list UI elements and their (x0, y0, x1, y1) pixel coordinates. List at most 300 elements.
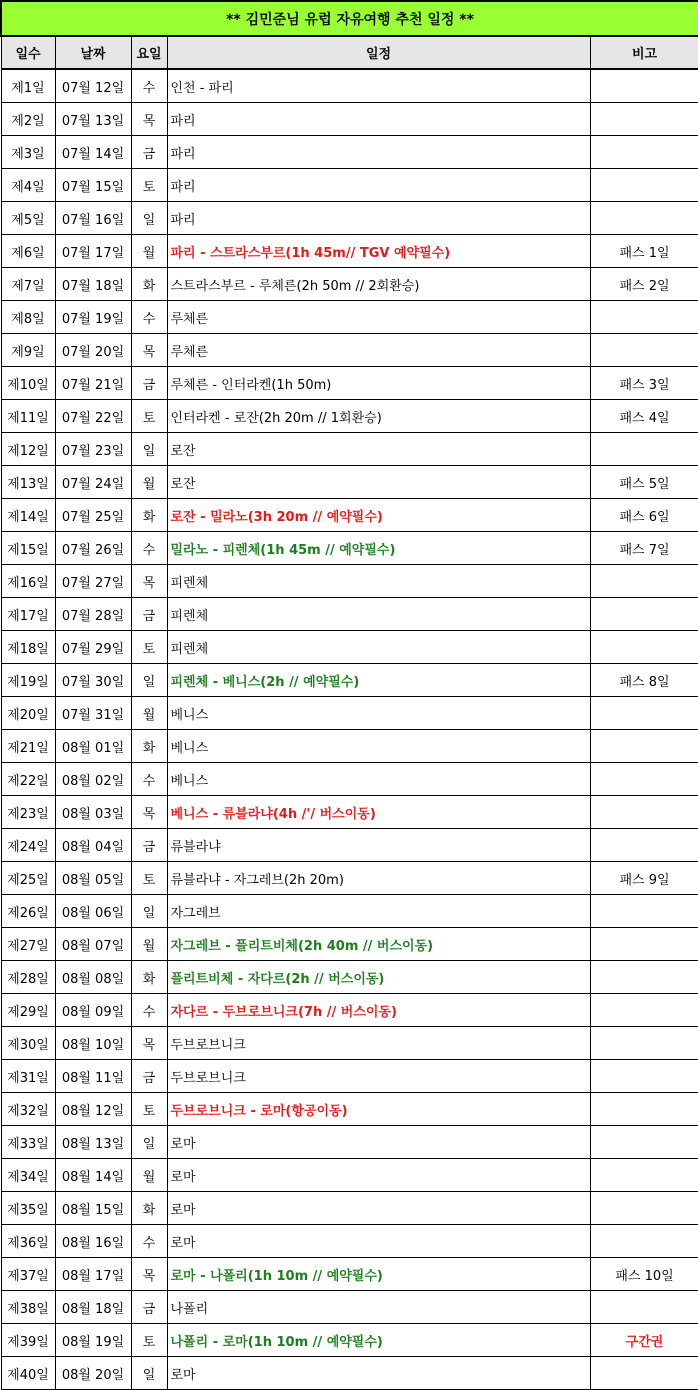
plan-cell-text: 파리 - 스트라스부르(1h 45m// TGV 예약필수) (170, 245, 451, 261)
date-cell (55, 763, 131, 796)
plan-cell-text: 류블라냐 (170, 839, 221, 855)
date-cell (55, 1126, 131, 1159)
note-cell (590, 895, 698, 928)
day-cell (1, 235, 55, 268)
weekday-cell-text: 토 (142, 641, 156, 657)
plan-cell (167, 730, 590, 763)
weekday-cell (131, 69, 167, 103)
day-cell-text: 제4일 (11, 179, 45, 195)
date-cell (55, 235, 131, 268)
date-cell-text: 07월 26일 (61, 542, 125, 558)
day-cell (1, 730, 55, 763)
date-cell (55, 400, 131, 433)
date-cell (55, 1060, 131, 1093)
table-row (1, 202, 698, 235)
weekday-cell-text: 금 (142, 1070, 156, 1086)
plan-cell (167, 1159, 590, 1192)
date-cell-text: 08월 08일 (61, 971, 125, 987)
day-cell-text: 제30일 (7, 1037, 49, 1053)
day-cell (1, 367, 55, 400)
note-cell (590, 202, 698, 235)
date-cell-text: 08월 02일 (61, 773, 125, 789)
day-cell (1, 400, 55, 433)
note-cell (590, 334, 698, 367)
weekday-cell-text: 수 (142, 80, 156, 96)
table-row (1, 235, 698, 268)
plan-cell-text: 피렌체 - 베니스(2h // 예약필수) (170, 674, 360, 690)
date-cell (55, 961, 131, 994)
plan-cell (167, 1258, 590, 1291)
date-cell-text: 08월 16일 (61, 1235, 125, 1251)
weekday-cell-text: 일 (142, 1367, 156, 1383)
plan-cell-text: 두브로브니크 - 로마(항공이동) (170, 1103, 348, 1119)
date-cell (55, 532, 131, 565)
plan-cell (167, 334, 590, 367)
date-cell-text: 07월 20일 (61, 344, 125, 360)
plan-cell (167, 961, 590, 994)
weekday-cell (131, 961, 167, 994)
date-cell-text: 07월 27일 (61, 575, 125, 591)
plan-cell (167, 862, 590, 895)
table-row (1, 169, 698, 202)
date-cell (55, 1027, 131, 1060)
plan-cell (167, 466, 590, 499)
day-cell (1, 1291, 55, 1324)
note-cell (590, 466, 698, 499)
plan-cell (167, 1027, 590, 1060)
date-cell (55, 466, 131, 499)
note-cell (590, 862, 698, 895)
weekday-cell-text: 토 (142, 872, 156, 888)
date-cell (55, 1258, 131, 1291)
note-cell (590, 1027, 698, 1060)
page-title: ** 김민준님 유럽 자유여행 추천 일정 ** (1, 1, 698, 36)
note-cell-text: 구간권 (625, 1334, 664, 1350)
note-cell (590, 1225, 698, 1258)
note-cell (590, 664, 698, 697)
note-cell-text: 패스 2일 (619, 278, 670, 294)
note-cell (590, 1060, 698, 1093)
day-cell (1, 268, 55, 301)
weekday-cell-text: 월 (142, 245, 156, 261)
note-cell (590, 499, 698, 532)
plan-cell-text: 피렌체 (170, 608, 209, 624)
day-cell-text: 제6일 (11, 245, 45, 261)
weekday-cell-text: 월 (142, 938, 156, 954)
note-cell (590, 1159, 698, 1192)
note-cell (590, 301, 698, 334)
weekday-cell-text: 토 (142, 1103, 156, 1119)
weekday-cell-text: 목 (142, 1268, 156, 1284)
note-cell-text: 패스 8일 (619, 674, 670, 690)
day-cell (1, 961, 55, 994)
day-cell-text: 제29일 (7, 1004, 49, 1020)
header-note: 비고 (590, 36, 698, 69)
weekday-cell (131, 466, 167, 499)
date-cell (55, 1324, 131, 1357)
date-cell (55, 796, 131, 829)
weekday-cell (131, 796, 167, 829)
weekday-cell (131, 1291, 167, 1324)
date-cell-text: 07월 14일 (61, 146, 125, 162)
day-cell (1, 598, 55, 631)
note-cell (590, 697, 698, 730)
weekday-cell-text: 화 (142, 278, 156, 294)
plan-cell (167, 69, 590, 103)
note-cell (590, 235, 698, 268)
weekday-cell-text: 목 (142, 1037, 156, 1053)
header-date: 날짜 (55, 36, 131, 69)
plan-cell-text: 두브로브니크 (170, 1070, 246, 1086)
plan-cell-text: 베니스 - 류블라냐(4h /'/ 버스이동) (170, 806, 376, 822)
plan-cell-text: 나폴리 (170, 1301, 209, 1317)
date-cell-text: 08월 01일 (61, 740, 125, 756)
day-cell-text: 제13일 (7, 476, 49, 492)
note-cell (590, 796, 698, 829)
plan-cell (167, 994, 590, 1027)
day-cell-text: 제38일 (7, 1301, 49, 1317)
table-row (1, 1192, 698, 1225)
note-cell-text: 패스 10일 (615, 1268, 674, 1284)
weekday-cell (131, 334, 167, 367)
date-cell-text: 08월 06일 (61, 905, 125, 921)
weekday-cell (131, 532, 167, 565)
weekday-cell (131, 664, 167, 697)
plan-cell-text: 밀라노 - 피렌체(1h 45m // 예약필수) (170, 542, 396, 558)
plan-cell-text: 로잔 (170, 443, 196, 459)
itinerary-body (1, 69, 698, 1390)
plan-cell-text: 스트라스부르 - 루체른(2h 50m // 2회환승) (170, 278, 420, 294)
plan-cell (167, 1126, 590, 1159)
table-row (1, 994, 698, 1027)
date-cell-text: 08월 15일 (61, 1202, 125, 1218)
weekday-cell (131, 697, 167, 730)
date-cell (55, 367, 131, 400)
weekday-cell-text: 수 (142, 311, 156, 327)
plan-cell-text: 피렌체 (170, 641, 209, 657)
table-row (1, 1060, 698, 1093)
plan-cell (167, 1324, 590, 1357)
weekday-cell (131, 1060, 167, 1093)
day-cell-text: 제23일 (7, 806, 49, 822)
day-cell (1, 664, 55, 697)
date-cell (55, 730, 131, 763)
table-row (1, 796, 698, 829)
table-row (1, 829, 698, 862)
plan-cell-text: 로잔 - 밀라노(3h 20m // 예약필수) (170, 509, 383, 525)
date-cell-text: 08월 19일 (61, 1334, 125, 1350)
weekday-cell (131, 433, 167, 466)
date-cell-text: 08월 04일 (61, 839, 125, 855)
note-cell (590, 730, 698, 763)
date-cell-text: 07월 30일 (61, 674, 125, 690)
note-cell (590, 169, 698, 202)
date-cell (55, 169, 131, 202)
day-cell (1, 1258, 55, 1291)
weekday-cell (131, 169, 167, 202)
day-cell-text: 제7일 (11, 278, 45, 294)
note-cell-text: 패스 5일 (619, 476, 670, 492)
plan-cell (167, 1225, 590, 1258)
day-cell-text: 제1일 (11, 80, 45, 96)
plan-cell-text: 로마 (170, 1136, 196, 1152)
table-row (1, 466, 698, 499)
weekday-cell-text: 토 (142, 1334, 156, 1350)
weekday-cell (131, 301, 167, 334)
weekday-cell-text: 목 (142, 806, 156, 822)
weekday-cell-text: 월 (142, 476, 156, 492)
plan-cell-text: 자다르 - 두브로브니크(7h // 버스이동) (170, 1004, 397, 1020)
day-cell (1, 1192, 55, 1225)
plan-cell (167, 169, 590, 202)
day-cell (1, 466, 55, 499)
plan-cell (167, 202, 590, 235)
note-cell (590, 598, 698, 631)
table-row (1, 1126, 698, 1159)
date-cell-text: 07월 17일 (61, 245, 125, 261)
date-cell-text: 07월 16일 (61, 212, 125, 228)
plan-cell-text: 루체른 (170, 344, 209, 360)
day-cell-text: 제10일 (7, 377, 49, 393)
note-cell-text: 패스 6일 (619, 509, 670, 525)
weekday-cell (131, 268, 167, 301)
day-cell (1, 1027, 55, 1060)
date-cell (55, 829, 131, 862)
weekday-cell-text: 수 (142, 773, 156, 789)
weekday-cell (131, 631, 167, 664)
day-cell (1, 301, 55, 334)
day-cell-text: 제31일 (7, 1070, 49, 1086)
note-cell (590, 829, 698, 862)
plan-cell-text: 베니스 (170, 707, 209, 723)
date-cell (55, 1093, 131, 1126)
weekday-cell-text: 토 (142, 410, 156, 426)
date-cell-text: 07월 24일 (61, 476, 125, 492)
day-cell-text: 제8일 (11, 311, 45, 327)
plan-cell-text: 인천 - 파리 (170, 80, 234, 96)
day-cell (1, 862, 55, 895)
day-cell (1, 1324, 55, 1357)
date-cell (55, 994, 131, 1027)
date-cell-text: 08월 09일 (61, 1004, 125, 1020)
day-cell (1, 532, 55, 565)
plan-cell (167, 433, 590, 466)
plan-cell (167, 631, 590, 664)
day-cell (1, 1126, 55, 1159)
weekday-cell (131, 1225, 167, 1258)
plan-cell-text: 두브로브니크 (170, 1037, 246, 1053)
weekday-cell-text: 화 (142, 971, 156, 987)
plan-cell-text: 자그레브 (170, 905, 221, 921)
table-row (1, 69, 698, 103)
plan-cell (167, 1291, 590, 1324)
date-cell-text: 07월 28일 (61, 608, 125, 624)
plan-cell-text: 로마 (170, 1235, 196, 1251)
day-cell (1, 994, 55, 1027)
note-cell (590, 928, 698, 961)
table-row (1, 730, 698, 763)
plan-cell-text: 파리 (170, 113, 196, 129)
weekday-cell-text: 목 (142, 113, 156, 129)
weekday-cell-text: 금 (142, 608, 156, 624)
date-cell (55, 1159, 131, 1192)
date-cell-text: 08월 17일 (61, 1268, 125, 1284)
date-cell (55, 334, 131, 367)
date-cell (55, 565, 131, 598)
table-row (1, 136, 698, 169)
table-row (1, 400, 698, 433)
date-cell-text: 07월 23일 (61, 443, 125, 459)
date-cell-text: 07월 22일 (61, 410, 125, 426)
weekday-cell-text: 금 (142, 377, 156, 393)
date-cell (55, 1291, 131, 1324)
date-cell-text: 07월 31일 (61, 707, 125, 723)
date-cell (55, 862, 131, 895)
date-cell-text: 07월 21일 (61, 377, 125, 393)
day-cell-text: 제28일 (7, 971, 49, 987)
day-cell-text: 제12일 (7, 443, 49, 459)
table-row (1, 928, 698, 961)
date-cell (55, 202, 131, 235)
plan-cell-text: 자그레브 - 플리트비체(2h 40m // 버스이동) (170, 938, 434, 954)
weekday-cell-text: 화 (142, 509, 156, 525)
day-cell-text: 제3일 (11, 146, 45, 162)
note-cell (590, 1192, 698, 1225)
table-row (1, 598, 698, 631)
day-cell (1, 169, 55, 202)
day-cell-text: 제27일 (7, 938, 49, 954)
weekday-cell-text: 월 (142, 1169, 156, 1185)
day-cell-text: 제37일 (7, 1268, 49, 1284)
date-cell-text: 08월 10일 (61, 1037, 125, 1053)
plan-cell (167, 928, 590, 961)
weekday-cell-text: 금 (142, 839, 156, 855)
day-cell-text: 제17일 (7, 608, 49, 624)
note-cell (590, 1357, 698, 1390)
weekday-cell (131, 1159, 167, 1192)
date-cell (55, 268, 131, 301)
day-cell-text: 제21일 (7, 740, 49, 756)
weekday-cell (131, 400, 167, 433)
plan-cell-text: 베니스 (170, 740, 209, 756)
weekday-cell-text: 화 (142, 1202, 156, 1218)
date-cell-text: 08월 03일 (61, 806, 125, 822)
plan-cell (167, 763, 590, 796)
weekday-cell (131, 763, 167, 796)
plan-cell-text: 파리 (170, 179, 196, 195)
weekday-cell-text: 월 (142, 707, 156, 723)
note-cell (590, 565, 698, 598)
weekday-cell-text: 목 (142, 575, 156, 591)
day-cell-text: 제33일 (7, 1136, 49, 1152)
plan-cell (167, 697, 590, 730)
plan-cell (167, 895, 590, 928)
date-cell-text: 08월 13일 (61, 1136, 125, 1152)
note-cell (590, 532, 698, 565)
table-row (1, 1093, 698, 1126)
plan-cell-text: 인터라켄 - 로잔(2h 20m // 1회환승) (170, 410, 382, 426)
note-cell-text: 패스 7일 (619, 542, 670, 558)
weekday-cell (131, 730, 167, 763)
day-cell-text: 제32일 (7, 1103, 49, 1119)
note-cell (590, 631, 698, 664)
weekday-cell (131, 829, 167, 862)
date-cell-text: 07월 25일 (61, 509, 125, 525)
plan-cell (167, 1093, 590, 1126)
day-cell-text: 제26일 (7, 905, 49, 921)
weekday-cell-text: 일 (142, 443, 156, 459)
day-cell (1, 565, 55, 598)
day-cell (1, 1093, 55, 1126)
plan-cell (167, 301, 590, 334)
weekday-cell-text: 목 (142, 344, 156, 360)
weekday-cell (131, 994, 167, 1027)
plan-cell-text: 나폴리 - 로마(1h 10m // 예약필수) (170, 1334, 383, 1350)
day-cell-text: 제24일 (7, 839, 49, 855)
date-cell-text: 08월 18일 (61, 1301, 125, 1317)
date-cell-text: 07월 19일 (61, 311, 125, 327)
note-cell (590, 69, 698, 103)
plan-cell-text: 류블라냐 - 자그레브(2h 20m) (170, 872, 344, 888)
weekday-cell (131, 367, 167, 400)
date-cell-text: 07월 29일 (61, 641, 125, 657)
note-cell (590, 1093, 698, 1126)
weekday-cell (131, 1192, 167, 1225)
weekday-cell (131, 1093, 167, 1126)
day-cell (1, 928, 55, 961)
day-cell-text: 제20일 (7, 707, 49, 723)
date-cell (55, 664, 131, 697)
note-cell (590, 1126, 698, 1159)
plan-cell (167, 367, 590, 400)
weekday-cell (131, 862, 167, 895)
table-row (1, 1357, 698, 1390)
day-cell (1, 334, 55, 367)
day-cell-text: 제35일 (7, 1202, 49, 1218)
weekday-cell-text: 수 (142, 1235, 156, 1251)
weekday-cell (131, 1027, 167, 1060)
plan-cell-text: 베니스 (170, 773, 209, 789)
day-cell (1, 1225, 55, 1258)
weekday-cell (131, 1258, 167, 1291)
plan-cell-text: 플리트비체 - 자다르(2h // 버스이동) (170, 971, 385, 987)
note-cell (590, 1258, 698, 1291)
plan-cell (167, 565, 590, 598)
date-cell (55, 598, 131, 631)
day-cell-text: 제16일 (7, 575, 49, 591)
day-cell (1, 763, 55, 796)
day-cell (1, 829, 55, 862)
weekday-cell (131, 235, 167, 268)
plan-cell-text: 로마 (170, 1367, 196, 1383)
table-row (1, 1291, 698, 1324)
day-cell-text: 제19일 (7, 674, 49, 690)
table-row (1, 532, 698, 565)
date-cell-text: 07월 13일 (61, 113, 125, 129)
weekday-cell (131, 202, 167, 235)
plan-cell (167, 1060, 590, 1093)
date-cell-text: 07월 15일 (61, 179, 125, 195)
weekday-cell (131, 598, 167, 631)
day-cell-text: 제15일 (7, 542, 49, 558)
day-cell-text: 제5일 (11, 212, 45, 228)
plan-cell (167, 532, 590, 565)
day-cell-text: 제40일 (7, 1367, 49, 1383)
weekday-cell-text: 금 (142, 146, 156, 162)
table-row (1, 895, 698, 928)
table-row (1, 1258, 698, 1291)
date-cell-text: 08월 07일 (61, 938, 125, 954)
